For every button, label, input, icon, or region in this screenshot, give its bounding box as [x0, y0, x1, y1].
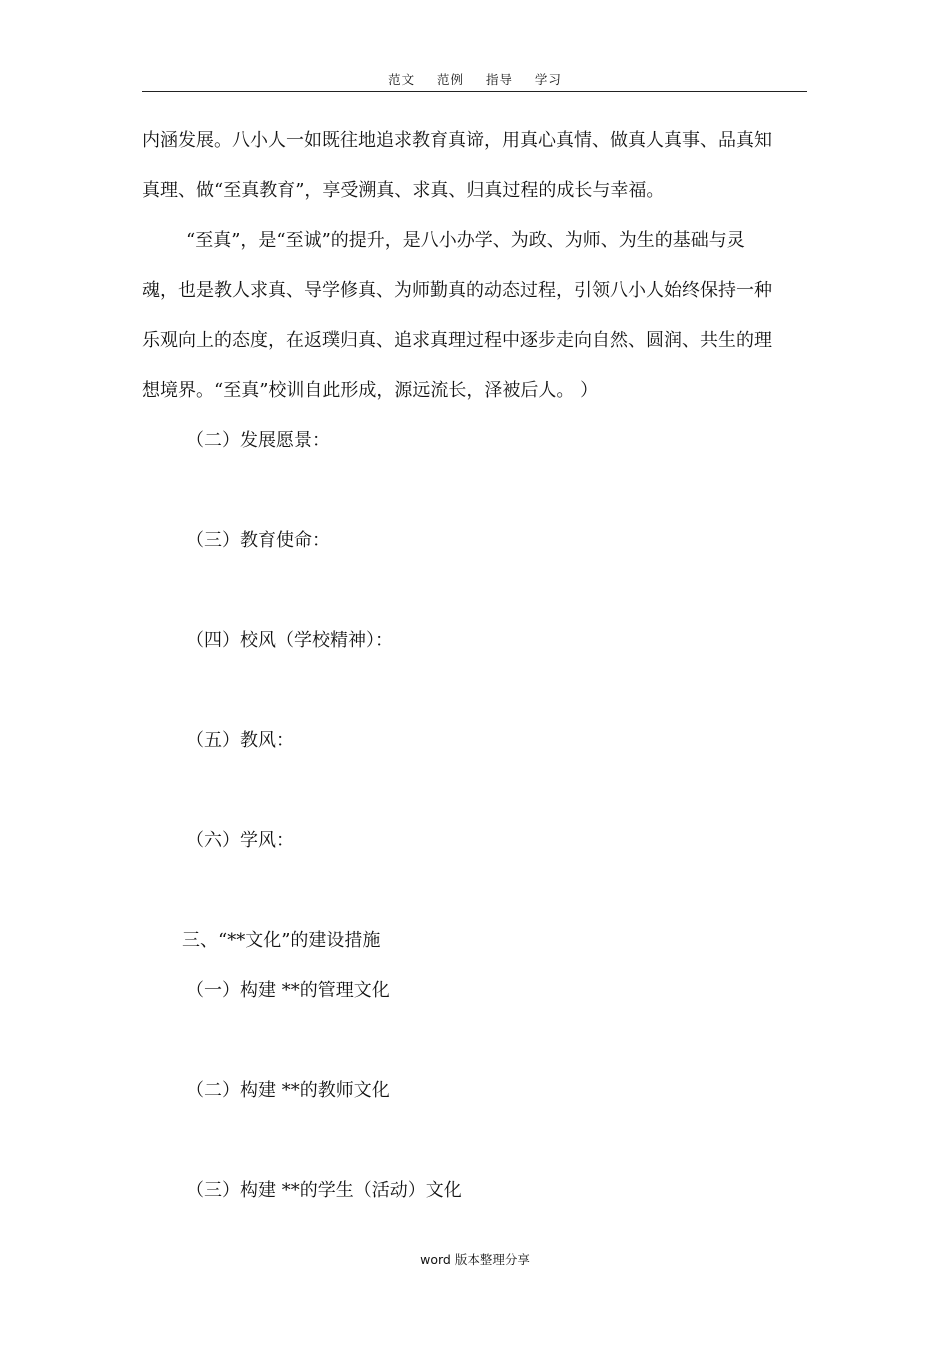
paragraph-1-line-1: 内涵发展。八小人一如既往地追求教育真谛，用真心真情、做真人真事、品真知 — [142, 130, 772, 151]
section-heading-teaching-style: （五）教风： — [186, 730, 294, 751]
page-header: 范文 范例 指导 学习 — [388, 72, 562, 87]
section-heading-vision: （二）发展愿景： — [186, 430, 330, 451]
paragraph-2-line-2: 魂，也是教人求真、导学修真、为师勤真的动态过程，引领八小人始终保持一种 — [142, 280, 772, 301]
paragraph-2-line-4: 想境界。“至真”校训自此形成，源远流长，泽被后人。 ） — [142, 380, 599, 401]
page-footer: word 版本整理分享 — [420, 1252, 530, 1267]
part-3-heading: 三、“**文化”的建设措施 — [182, 930, 381, 951]
header-divider — [142, 91, 807, 92]
paragraph-2-line-1: “至真”，是“至诚”的提升，是八小办学、为政、为师、为生的基础与灵 — [186, 230, 745, 251]
section-heading-learning-style: （六）学风： — [186, 830, 294, 851]
part-3-item-management: （一）构建 **的管理文化 — [186, 980, 390, 1001]
part-3-item-student: （三）构建 **的学生（活动）文化 — [186, 1180, 462, 1201]
part-3-item-teacher: （二）构建 **的教师文化 — [186, 1080, 390, 1101]
section-heading-mission: （三）教育使命： — [186, 530, 330, 551]
section-heading-school-spirit: （四）校风（学校精神）： — [186, 630, 393, 651]
paragraph-2-line-3: 乐观向上的态度，在返璞归真、追求真理过程中逐步走向自然、圆润、共生的理 — [142, 330, 772, 351]
paragraph-1-line-2: 真理、做“至真教育”，享受溯真、求真、归真过程的成长与幸福。 — [142, 180, 665, 201]
